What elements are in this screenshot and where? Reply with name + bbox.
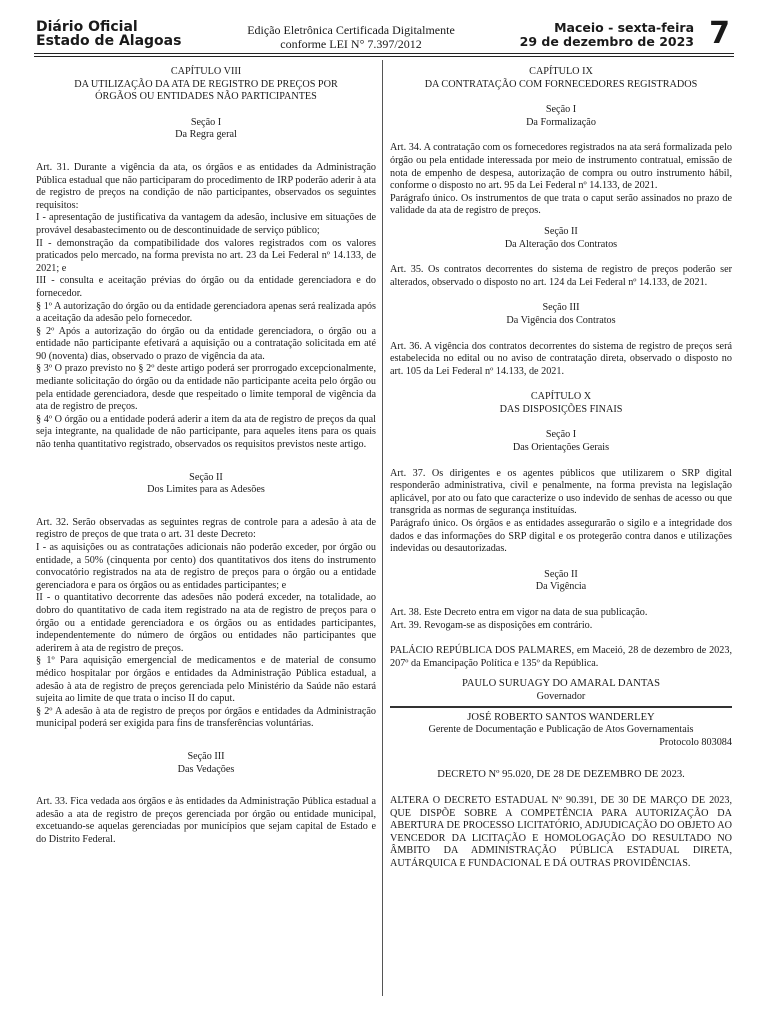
article-34-sole-paragraph: Parágrafo único. Os instrumentos de que trata o caput serão assinados no prazo de validade da ata de registro de preços. (390, 192, 732, 217)
chapter-heading: CAPÍTULO X (530, 391, 592, 403)
manager-name: JOSÉ ROBERTO SANTOS WANDERLEY (467, 711, 655, 723)
section-heading: Seção I (545, 104, 577, 116)
article-39: Art. 39. Revogam-se as disposições em contrário. (390, 619, 593, 631)
article-31-paragraph-2: § 2º Após a autorização do órgão ou da entidade gerenciadora, o órgão ou a entidade não participante efetivará a aquisição ou a contratação solicitada em até 90 (noventa) dias, observado o prazo de vigência da ata. (36, 325, 376, 362)
left-column (36, 66, 376, 846)
section-heading: Seção III (542, 302, 580, 314)
protocol-number: Protocolo 803084 (659, 736, 732, 748)
article-31-item-i: I - apresentação de justificativa da vantagem da adesão, inclusive em situações de provável desabastecimento ou de descontinuidade de serviço público; (36, 212, 376, 236)
header-rule-bottom (34, 56, 734, 57)
article-38: Art. 38. Este Decreto entra em vigor na data de sua publicação. (390, 607, 648, 618)
chapter-title: DAS DISPOSIÇÕES FINAIS (499, 403, 623, 415)
section-heading: Seção II (544, 568, 578, 580)
chapter-title: DA CONTRATAÇÃO COM FORNECEDORES REGISTRADOS (424, 78, 698, 90)
article-35: Art. 35. Os contratos decorrentes do sistema de registro de preços poderão ser alterados, observado o disposto no art. 124 da Lei Federal nº 14.133, de 2021. (390, 264, 732, 288)
page-number: 7 (709, 16, 730, 51)
article-34: Art. 34. A contratação com os fornecedores registrados na ata será formalizada pelo órgão ou pela entidade interessada por meio de instrumento contratual, emissão de nota de empenho de despesa, autorização de compra ou outro instrumento hábil, conforme o disposto no art. 95 da Lei Federal nº 14.133, de 2021. (390, 142, 732, 192)
decree-title: DECRETO Nº 95.020, DE 28 DE DEZEMBRO DE 2023. (437, 769, 685, 781)
article-31-item-ii: II - demonstração da compatibilidade dos valores registrados com os valores praticados pelo mercado, na forma prevista no art. 23 da Lei Federal nº 14.133, de 2021; e (36, 237, 376, 274)
governor-title: Governador (536, 690, 586, 702)
article-32-item-ii: II - o quantitativo decorrente das adesões não poderá exceder, na totalidade, ao dobro do quantitativo de cada item registrado na ata de registro de preços para o órgão ou a entidade gerenciadora e os órgãos ou as entidades participantes, independentemente do número de órgãos ou entidades não participantes que aderirem à ata de registro de preços. (36, 592, 376, 654)
section-heading: Seção II (544, 225, 578, 237)
chapter-title: DA UTILIZAÇÃO DA ATA DE REGISTRO DE PREÇOS POR (74, 78, 338, 90)
governor-name: PAULO SURUAGY DO AMARAL DANTAS (461, 678, 661, 690)
right-column (390, 66, 732, 871)
article-31-item-iii: III - consulta e aceitação prévias do órgão ou da entidade gerenciadora e do fornecedor. (36, 275, 376, 299)
section-heading: Seção III (187, 750, 225, 762)
issue-date (494, 21, 694, 49)
article-32-item-i: I - as aquisições ou as contratações adicionais não poderão exceder, por órgão ou entidade, a 50% (cinquenta por cento) dos quantitativos dos itens do instrumento convocatório registrados na ata de registro de preços para o órgão ou a entidade gerenciadora e para os órgãos ou as entidades participantes; e (36, 542, 376, 591)
article-31: Art. 31. Durante a vigência da ata, os órgãos e as entidades da Administração Pública estadual que não participaram do procedimento de IRP poderão aderir à ata de registro de preços na condição de não participantes, observados os seguintes requisitos: (36, 161, 376, 211)
section-heading: Seção I (545, 429, 577, 441)
article-32-paragraph-2: § 2º A adesão à ata de registro de preços por órgãos e entidades da Administração municipal poderá ser exigida para fins de transferências voluntárias. (36, 705, 376, 730)
article-31-paragraph-4: § 4º O órgão ou a entidade poderá aderir a item da ata de registro de preços da qual seja integrante, na qualidade de não participante, para aqueles itens para os quais não tenha quantitativo registrado, observados os requisitos previstos neste artigo. (36, 413, 376, 451)
article-37: Art. 37. Os dirigentes e os agentes públicos que utilizarem o SRP digital responderão administrativa, civil e penalmente, na forma prevista na legislação aplicável, por ato ou fato que caracterize o uso indevido de senhas de acesso ou que transgrida as normas de segurança instituídas. (390, 467, 732, 517)
chapter-heading: CAPÍTULO VIII (170, 66, 242, 77)
section-title: Da Alteração dos Contratos (504, 238, 618, 250)
section-heading: Seção II (189, 471, 223, 483)
signing-place-date: PALÁCIO REPÚBLICA DOS PALMARES, em Maceió, 28 de dezembro de 2023, 207º da Emancipação Política e 135º da República. (390, 645, 732, 669)
edition-info (216, 23, 486, 51)
section-title: Da Vigência dos Contratos (506, 314, 616, 326)
article-32-paragraph-1: § 1º Para aquisição emergencial de medicamentos e de material de consumo médico hospitalar por órgãos e entidades da Administração Pública estadual, a adesão à ata de registro de preços gerenciada pelo Ministério da Saúde não estará sujeita ao limite de que trata o inciso II do caput. (36, 655, 376, 705)
section-heading: Seção I (190, 116, 222, 128)
chapter-title: ÓRGÃOS OU ENTIDADES NÃO PARTICIPANTES (95, 91, 317, 103)
manager-title: Gerente de Documentação e Publicação de Atos Governamentais (428, 724, 694, 736)
section-title: Da Regra geral (175, 129, 237, 141)
header-rule-top (34, 53, 734, 54)
masthead (36, 20, 181, 48)
article-31-paragraph-1: § 1º A autorização do órgão ou da entidade gerenciadora apenas será realizada após a aceitação da adesão pelo fornecedor. (36, 300, 376, 325)
edition-line-2: conforme LEI N° 7.397/2012 (280, 37, 422, 51)
edition-line-1: Edição Eletrônica Certificada Digitalmente (247, 23, 455, 37)
section-title: Das Orientações Gerais (512, 442, 610, 454)
date: 29 de dezembro de 2023 (519, 34, 694, 49)
article-32: Art. 32. Serão observadas as seguintes regras de controle para a adesão à ata de registro de preços de que trata o art. 31 deste Decreto: (36, 516, 376, 541)
decree-summary: ALTERA O DECRETO ESTADUAL Nº 90.391, DE 30 DE MARÇO DE 2023, QUE DISPÕE SOBRE A COMPETÊNCIA PARA AUTORIZAÇÃO DA ABERTURA DE PROCESSO LICITATÓRIO, ADJUDICAÇÃO DO OBJETO AO VENCEDOR DA LICITAÇÃO E HOMOLOGAÇÃO DO RESULTADO NO ÂMBITO DA ADMINISTRAÇÃO PÚBLICA ESTADUAL DIRETA, AUTÁRQUICA E FUNDACIONAL E DÁ OUTRAS PROVIDÊNCIAS. (390, 794, 732, 869)
section-title: Dos Limites para as Adesões (147, 484, 265, 496)
section-title: Das Vedações (177, 763, 235, 775)
signature-separator (390, 706, 732, 709)
column-divider (382, 60, 383, 996)
page-header (36, 16, 732, 51)
article-31-paragraph-3: § 3º O prazo previsto no § 2º deste artigo poderá ser prorrogado excepcionalmente, mediante solicitação do órgão ou da entidade não participante aceita pelo órgão ou pela entidade gerenciadora, desde que respeitado o limite temporal de vigência da ata de registro de preços. (36, 363, 376, 413)
section-title: Da Vigência (535, 581, 587, 593)
article-37-sole-paragraph: Parágrafo único. Os órgãos e as entidades assegurarão o sigilo e a integridade dos dados e das informações do SRP digital e os protegerão contra danos e utilizações indevidas ou desautorizadas. (390, 518, 732, 555)
article-36: Art. 36. A vigência dos contratos decorrentes do sistema de registro de preços será estabelecida no edital ou no aviso de contratação direta, observado o disposto no art. 105 da Lei Federal nº 14.133, de 2021. (390, 340, 732, 377)
section-title: Da Formalização (526, 116, 596, 128)
city-day: Maceio - sexta-feira (554, 20, 694, 35)
state-name: Estado de Alagoas (36, 33, 182, 49)
chapter-heading: CAPÍTULO IX (529, 66, 593, 77)
article-33: Art. 33. Fica vedada aos órgãos e às entidades da Administração Pública estadual a adesão a ata de registro de preços gerenciada por órgão ou entidade municipal, excetuando-se aquelas gerenciadas por municípios que sejam capital de Estado e do Distrito Federal. (36, 796, 376, 845)
publication-name: Diário Oficial (36, 19, 138, 35)
